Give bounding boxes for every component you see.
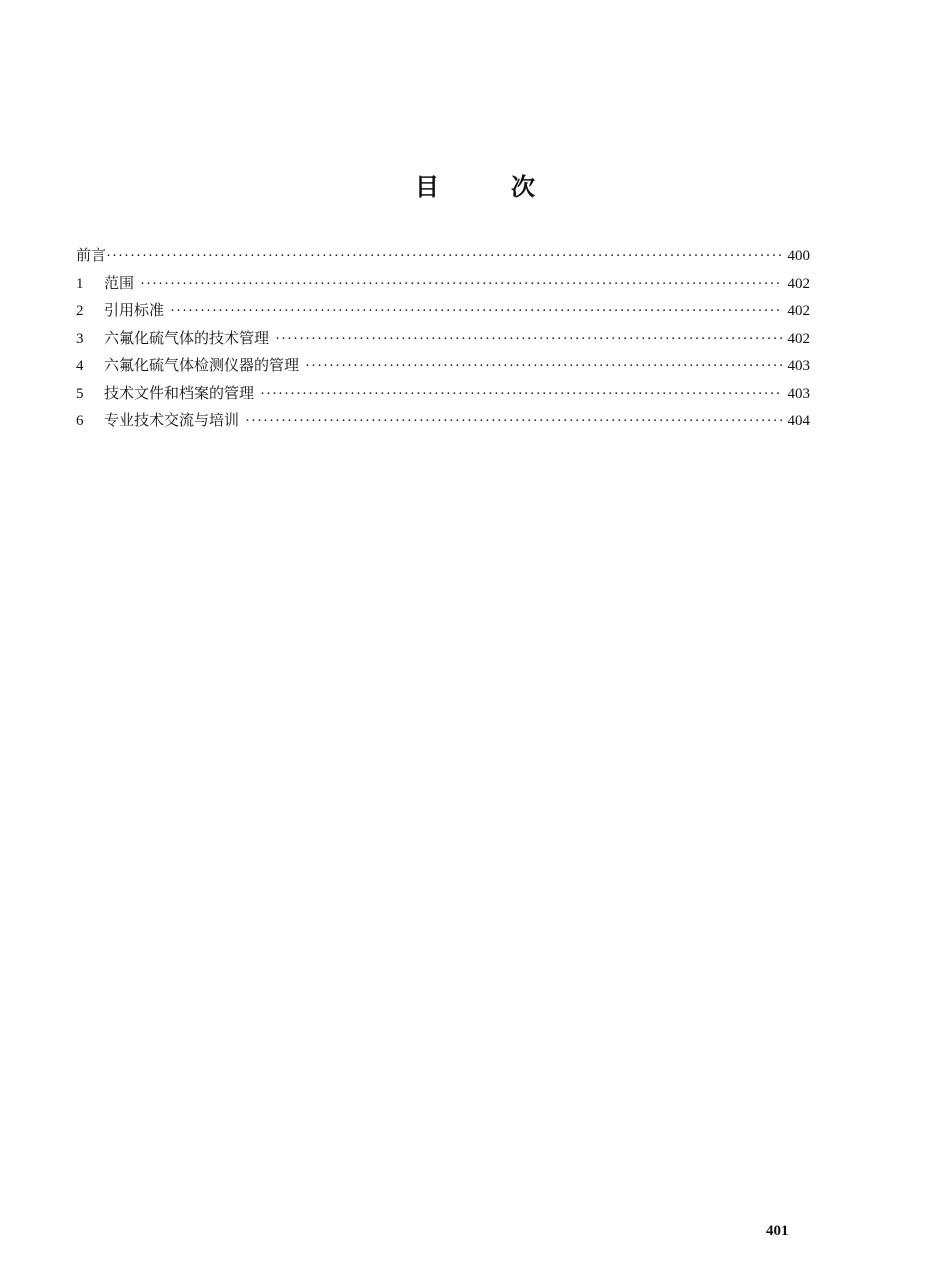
toc-entry-page: 404 <box>787 413 810 429</box>
table-of-contents <box>76 242 810 435</box>
toc-entry[interactable] <box>76 297 810 325</box>
toc-entry-title: 前言 <box>76 246 107 264</box>
toc-entry-number: 3 <box>76 330 84 347</box>
toc-entry-title: 六氟化硫气体的技术管理 <box>104 328 270 347</box>
toc-entry-number: 4 <box>76 358 84 374</box>
toc-entry-number: 2 <box>76 303 84 319</box>
toc-entry-page: 403 <box>787 358 810 374</box>
toc-entry[interactable] <box>76 242 810 270</box>
dot-leader <box>170 298 781 326</box>
toc-entry-page: 403 <box>787 385 810 402</box>
toc-entry[interactable] <box>76 407 810 435</box>
toc-title-char-2: 次 <box>511 173 535 201</box>
toc-entry-number: 1 <box>76 275 84 292</box>
dot-leader <box>140 271 781 299</box>
toc-title-char-1: 目 <box>415 173 439 201</box>
toc-entry-number: 5 <box>76 385 84 402</box>
toc-entry[interactable] <box>76 352 810 380</box>
dot-leader <box>245 408 781 436</box>
toc-entry-page: 402 <box>787 303 810 319</box>
toc-entry-page: 402 <box>787 275 810 292</box>
toc-entry-page: 400 <box>787 248 810 264</box>
toc-entry-title: 引用标准 <box>104 301 165 319</box>
toc-entry[interactable] <box>76 270 810 298</box>
toc-entry-title: 范围 <box>104 273 135 292</box>
toc-entry-number: 6 <box>76 413 84 429</box>
toc-entry[interactable] <box>76 380 810 408</box>
dot-leader <box>260 381 781 409</box>
toc-entry-page: 402 <box>787 330 810 347</box>
dot-leader <box>305 353 781 381</box>
toc-title <box>0 170 950 204</box>
toc-entry-title: 技术文件和档案的管理 <box>104 383 255 402</box>
toc-entry-title: 专业技术交流与培训 <box>104 411 240 429</box>
toc-entry-title: 六氟化硫气体检测仪器的管理 <box>104 356 300 374</box>
toc-entry[interactable] <box>76 325 810 353</box>
dot-leader <box>106 243 781 271</box>
page-number: 401 <box>766 1223 789 1239</box>
dot-leader <box>275 326 781 354</box>
